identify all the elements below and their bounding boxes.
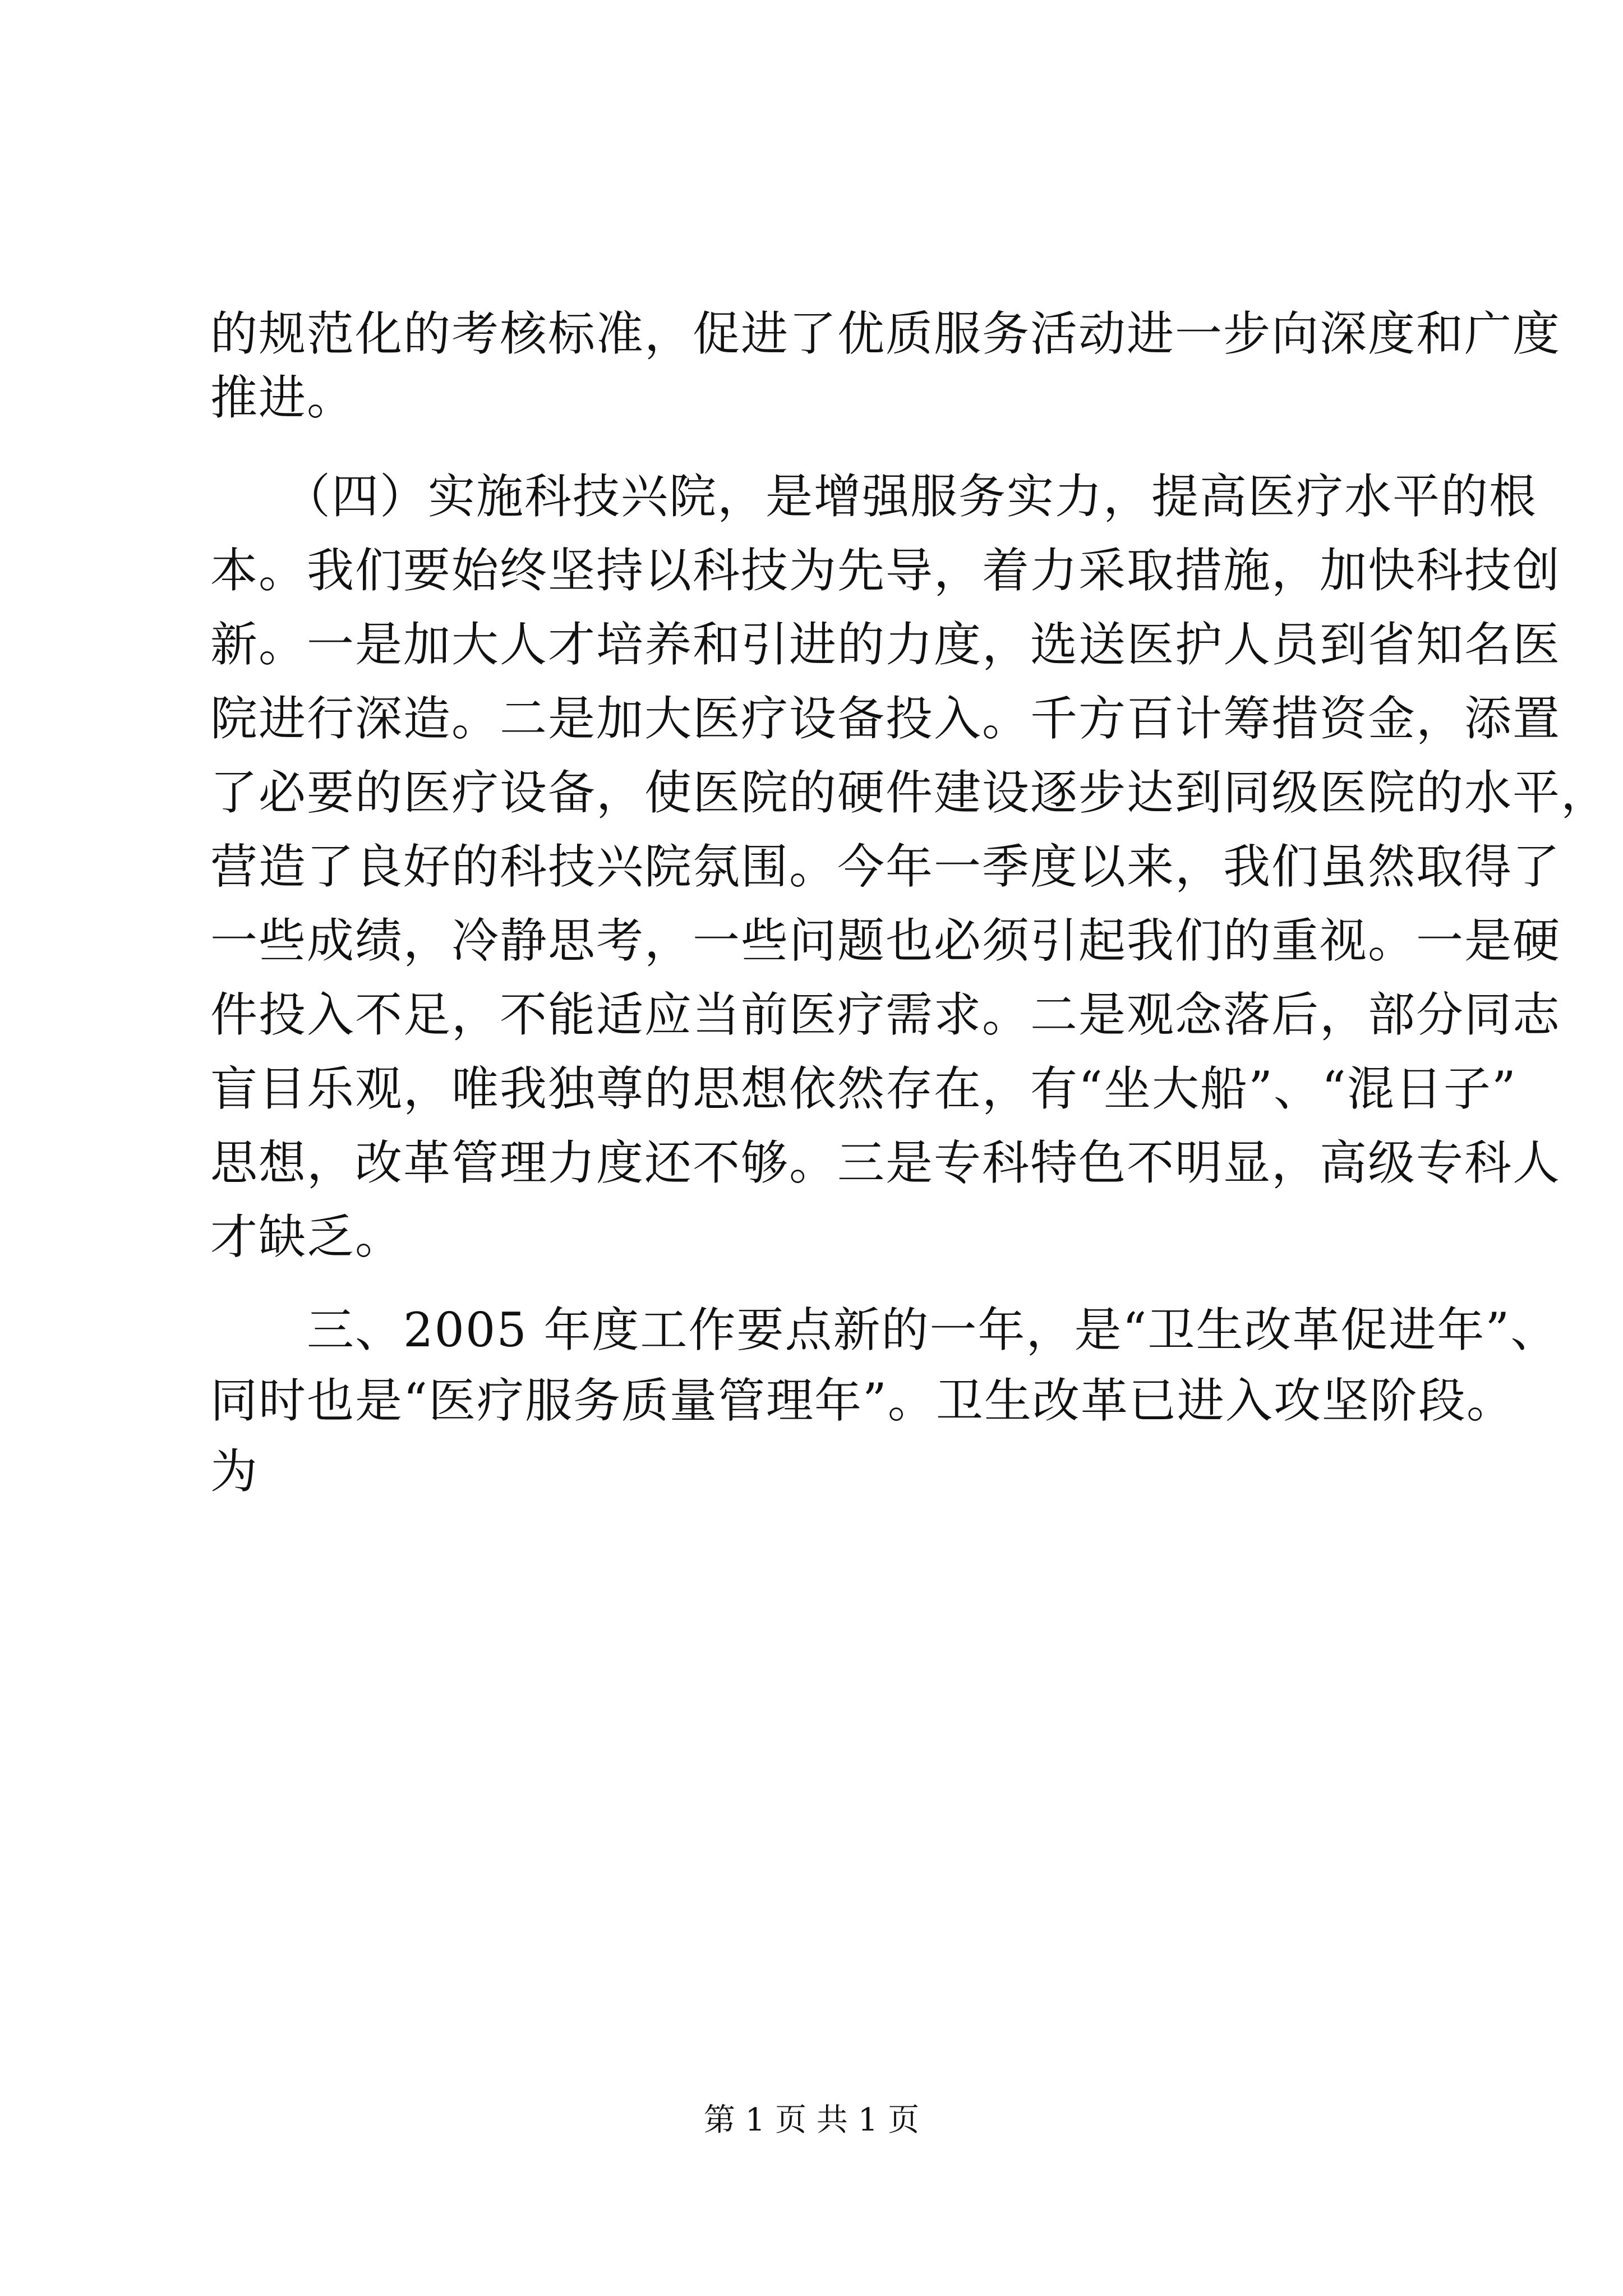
text-line: 才缺乏。 — [210, 1209, 404, 1264]
text-line: 一些成绩，冷静思考，一些问题也必须引起我们的重视。一是硬 — [210, 913, 1561, 968]
text-line: 了必要的医疗设备，使医院的硬件建设逐步达到同级医院的水平， — [210, 765, 1610, 820]
text-line: 的规范化的考核标准，促进了优质服务活动进一步向深度和广度 — [210, 306, 1561, 361]
text-line: 三、2005 年度工作要点新的一年，是“卫生改革促进年”、 — [210, 1303, 1559, 1358]
text-line: 新。一是加大人才培养和引进的力度，选送医护人员到省知名医 — [210, 617, 1561, 672]
text-line: （四）实施科技兴院，是增强服务实力，提高医疗水平的根 — [210, 469, 1538, 524]
text-line: 件投入不足，不能适应当前医疗需求。二是观念落后，部分同志 — [210, 987, 1561, 1042]
text-line: 同时也是“医疗服务质量管理年”。卫生改革已进入攻坚阶段。 — [210, 1373, 1515, 1428]
text-line: 本。我们要始终坚持以科技为先导，着力采取措施，加快科技创 — [210, 543, 1561, 598]
text-line: 院进行深造。二是加大医疗设备投入。千方百计筹措资金，添置 — [210, 691, 1561, 746]
text-line: 为 — [210, 1444, 259, 1499]
text-line: 营造了良好的科技兴院氛围。今年一季度以来，我们虽然取得了 — [210, 839, 1561, 894]
text-line: 盲目乐观，唯我独尊的思想依然存在，有“坐大船”、“混日子” — [210, 1061, 1517, 1116]
text-line: 推进。 — [210, 370, 356, 425]
text-line: 思想，改革管理力度还不够。三是专科特色不明显，高级专科人 — [210, 1135, 1561, 1190]
page-number-footer: 第 1 页 共 1 页 — [703, 2102, 920, 2138]
